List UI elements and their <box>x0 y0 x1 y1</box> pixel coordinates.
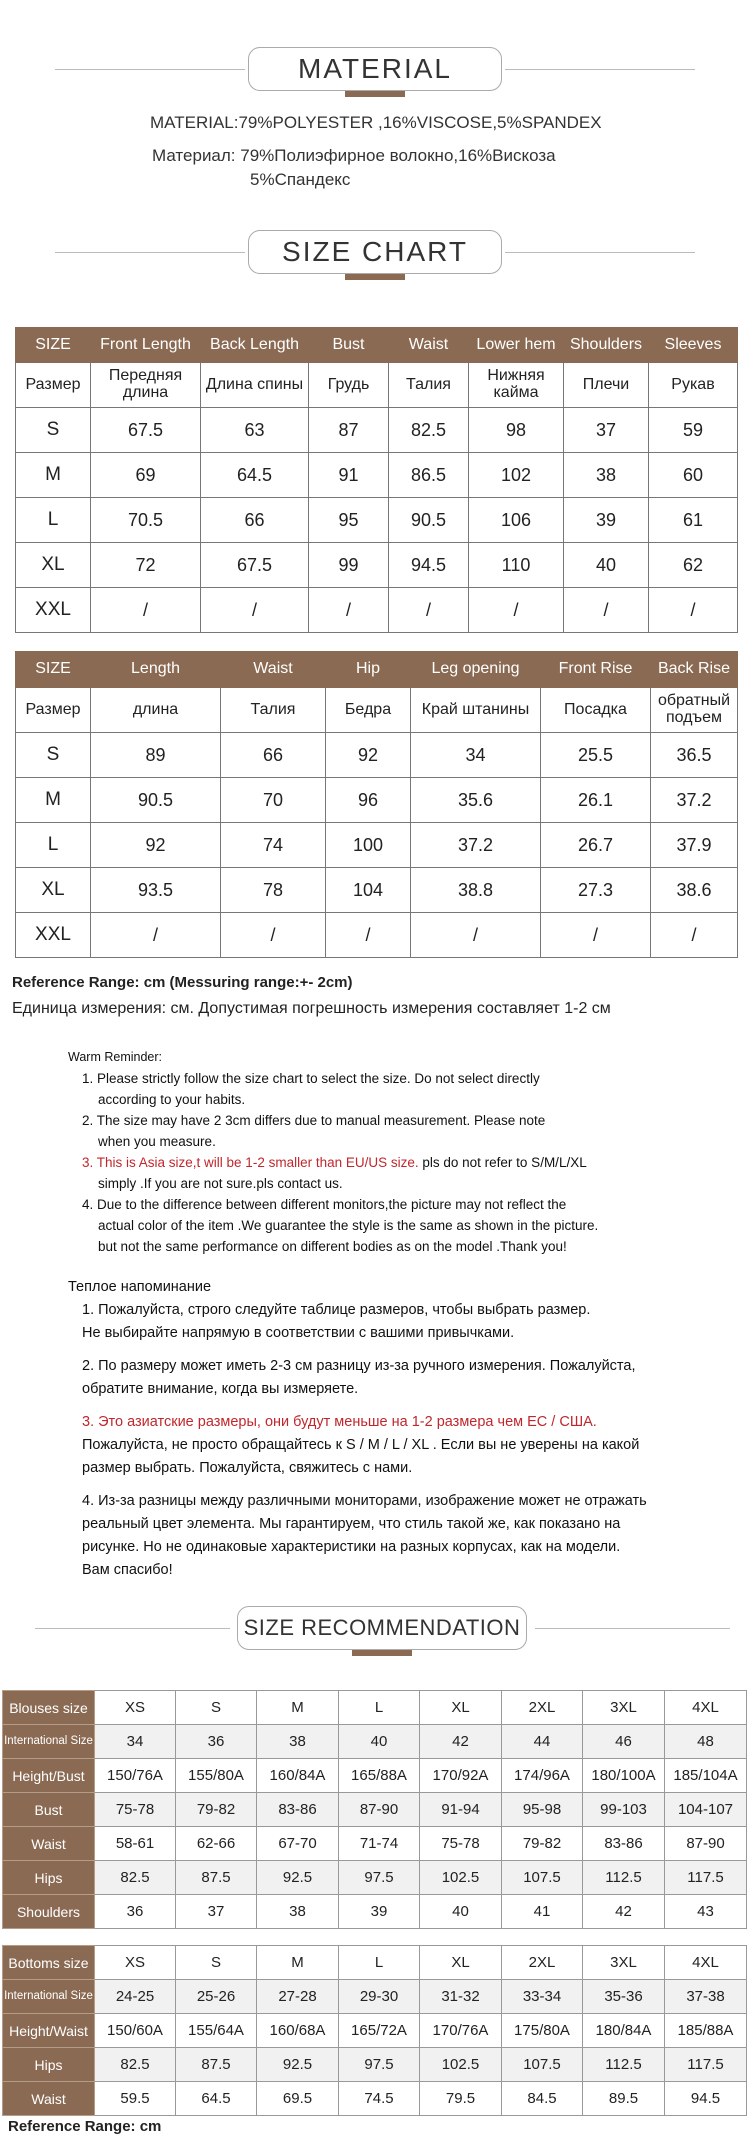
material-title: MATERIAL <box>248 47 502 91</box>
table-cell: / <box>651 913 738 958</box>
table-cell: 64.5 <box>201 453 309 498</box>
asia-size-warning: 3. This is Asia size,t will be 1-2 smaller than EU/US size. <box>82 1155 419 1170</box>
table-cell: 70.5 <box>91 498 201 543</box>
reminder-item-1: 1. Please strictly follow the size chart to select the size. Do not select directly <box>82 1071 540 1086</box>
table-cell: 92.5 <box>257 1861 339 1895</box>
table-cell: 59 <box>649 408 738 453</box>
size-cell: 3XL <box>583 1691 665 1725</box>
header-cell: SIZE <box>16 328 91 363</box>
table-cell: 66 <box>221 733 326 778</box>
size-cell: L <box>339 1691 420 1725</box>
table-cell: / <box>469 588 564 633</box>
table-cell: 69.5 <box>257 2082 339 2116</box>
ru-header-cell: Размер <box>16 688 91 733</box>
table-cell: 36.5 <box>651 733 738 778</box>
table-cell: 104-107 <box>665 1793 747 1827</box>
row-label: Shoulders <box>3 1895 95 1929</box>
table-cell: 36 <box>95 1895 176 1929</box>
blouses-size-table <box>2 1690 747 1929</box>
table-header-row <box>16 328 738 363</box>
ru-header-cell: Рукав <box>649 363 738 408</box>
table-cell: 96 <box>326 778 411 823</box>
table-ru-header-row <box>16 363 738 408</box>
row-label: Hips <box>3 1861 95 1895</box>
table-cell: 40 <box>420 1895 502 1929</box>
ru-reminder-3-cont-2: размер выбрать. Пожалуйста, свяжитесь с нами. <box>82 1460 413 1476</box>
table-cell: / <box>411 913 541 958</box>
size-cell: XXL <box>16 588 91 633</box>
warm-reminder-title: Warm Reminder: <box>68 1050 162 1064</box>
table-cell: 107.5 <box>502 2048 583 2082</box>
ru-header-cell: Плечи <box>564 363 649 408</box>
ru-reminder-4-cont-2: рисунке. Но не одинаковые характеристики на разных корпусах, как на модели. <box>82 1539 621 1555</box>
size-cell: S <box>16 408 91 453</box>
table-cell: 170/76A <box>420 2014 502 2048</box>
header-cell: Back Rise <box>651 652 738 688</box>
size-recommendation-title: SIZE RECOMMENDATION <box>237 1606 527 1650</box>
table-cell: 27.3 <box>541 868 651 913</box>
table-cell: 79.5 <box>420 2082 502 2116</box>
table-cell: / <box>91 913 221 958</box>
size-cell: 4XL <box>665 1691 747 1725</box>
table-cell: 61 <box>649 498 738 543</box>
table-cell: 90.5 <box>389 498 469 543</box>
ru-header-cell: Посадка <box>541 688 651 733</box>
table-row <box>3 1759 747 1793</box>
ru-reminder-1: 1. Пожалуйста, строго следуйте таблице размеров, чтобы выбрать размер. <box>82 1302 591 1318</box>
table-cell: / <box>91 588 201 633</box>
reminder-item-3 <box>68 1152 708 1173</box>
ru-header-cell: Грудь <box>309 363 389 408</box>
table-cell: 42 <box>420 1725 502 1759</box>
material-composition-en: MATERIAL:79%POLYESTER ,16%VISCOSE,5%SPANDEX <box>150 113 602 132</box>
reference-range-ru: Единица измерения: см. Допустимая погрешность измерения составляет 1-2 см <box>12 1000 611 1017</box>
row-label: Height/Bust <box>3 1759 95 1793</box>
table-cell: 26.7 <box>541 823 651 868</box>
table-row <box>16 733 738 778</box>
table-cell: 75-78 <box>95 1793 176 1827</box>
table-cell: 83-86 <box>583 1827 665 1861</box>
divider-line-right <box>535 1628 730 1629</box>
table-cell: 38.6 <box>651 868 738 913</box>
size-cell: XL <box>16 868 91 913</box>
table-cell: 91-94 <box>420 1793 502 1827</box>
table-cell: 74 <box>221 823 326 868</box>
table-cell: 92 <box>91 823 221 868</box>
table-cell: 185/88A <box>665 2014 747 2048</box>
table-cell: 34 <box>95 1725 176 1759</box>
ru-header-cell: Длина спины <box>201 363 309 408</box>
table-cell: 117.5 <box>665 1861 747 1895</box>
size-cell: XS <box>95 1946 176 1980</box>
table-row <box>16 588 738 633</box>
table-cell: 87 <box>309 408 389 453</box>
size-cell: 2XL <box>502 1691 583 1725</box>
reminder-item-2: 2. The size may have 2 3cm differs due to manual measurement. Please note <box>82 1113 546 1128</box>
size-cell: 4XL <box>665 1946 747 1980</box>
table-cell: 82.5 <box>95 1861 176 1895</box>
table-cell: 150/76A <box>95 1759 176 1793</box>
table-cell: 94.5 <box>665 2082 747 2116</box>
title-underline-bar <box>345 91 405 97</box>
table-cell: 165/88A <box>339 1759 420 1793</box>
ru-reminder-1-cont: Не выбирайте напрямую в соответствии с вашими привычками. <box>82 1325 515 1341</box>
table-header-row <box>3 1691 747 1725</box>
table-cell: 78 <box>221 868 326 913</box>
table-header-row <box>16 652 738 688</box>
reminder-item-3-cont: simply .If you are not sure.pls contact us. <box>98 1176 343 1191</box>
table-cell: 99-103 <box>583 1793 665 1827</box>
table-cell: 79-82 <box>176 1793 257 1827</box>
table-cell: 44 <box>502 1725 583 1759</box>
table-cell: 106 <box>469 498 564 543</box>
ru-reminder-2-cont: обратите внимание, когда вы измеряете. <box>82 1381 359 1397</box>
table-cell: 24-25 <box>95 1980 176 2014</box>
row-label: Waist <box>3 1827 95 1861</box>
table-cell: 46 <box>583 1725 665 1759</box>
header-cell: Front Length <box>91 328 201 363</box>
table-cell: 37-38 <box>665 1980 747 2014</box>
table-cell: 90.5 <box>91 778 221 823</box>
table-cell: 37.9 <box>651 823 738 868</box>
size-recommendation-section-header <box>0 1606 750 1650</box>
table-cell: 40 <box>339 1725 420 1759</box>
table-cell: 38 <box>257 1725 339 1759</box>
ru-header-cell: Нижняя кайма <box>469 363 564 408</box>
table-cell: / <box>309 588 389 633</box>
table-row <box>16 823 738 868</box>
size-cell: S <box>16 733 91 778</box>
table-cell: 87.5 <box>176 2048 257 2082</box>
table-cell: 89 <box>91 733 221 778</box>
table-cell: 98 <box>469 408 564 453</box>
table-cell: 72 <box>91 543 201 588</box>
table-row <box>3 1793 747 1827</box>
table-cell: / <box>564 588 649 633</box>
table-cell: 37 <box>564 408 649 453</box>
material-composition-ru-2: 5%Спандекс <box>250 170 351 189</box>
ru-header-cell: Передняя длина <box>91 363 201 408</box>
table-cell: 112.5 <box>583 1861 665 1895</box>
header-cell: SIZE <box>16 652 91 688</box>
table-cell: 43 <box>665 1895 747 1929</box>
table-cell: 104 <box>326 868 411 913</box>
table-cell: 41 <box>502 1895 583 1929</box>
warm-reminder-ru <box>68 1276 738 1582</box>
reminder-item-2-cont: when you measure. <box>98 1134 216 1149</box>
table-cell: 79-82 <box>502 1827 583 1861</box>
table-row <box>16 408 738 453</box>
table-row <box>3 1861 747 1895</box>
divider-line-left <box>35 1628 230 1629</box>
table-cell: 107.5 <box>502 1861 583 1895</box>
table-cell: / <box>541 913 651 958</box>
table-cell: 95 <box>309 498 389 543</box>
table-row <box>3 2082 747 2116</box>
table-row <box>3 1827 747 1861</box>
header-cell: Shoulders <box>564 328 649 363</box>
header-cell: Lower hem <box>469 328 564 363</box>
reminder-item-4-cont: actual color of the item .We guarantee the style is the same as shown in the picture. <box>98 1218 599 1233</box>
table-ru-header-row <box>16 688 738 733</box>
table-row <box>16 498 738 543</box>
size-cell: L <box>339 1946 420 1980</box>
header-cell: Leg opening <box>411 652 541 688</box>
table-cell: 160/68A <box>257 2014 339 2048</box>
table-row <box>16 913 738 958</box>
table-cell: 92.5 <box>257 2048 339 2082</box>
ru-asia-size-warning: 3. Это азиатские размеры, они будут меньше на 1-2 размера чем ЕС / США. <box>82 1414 597 1430</box>
table-cell: 170/92A <box>420 1759 502 1793</box>
table-cell: 97.5 <box>339 2048 420 2082</box>
ru-reminder-2: 2. По размеру может иметь 2-3 см разницу из-за ручного измерения. Пожалуйста, <box>82 1358 636 1374</box>
table-cell: 67.5 <box>91 408 201 453</box>
table-cell: 75-78 <box>420 1827 502 1861</box>
table-cell: 31-32 <box>420 1980 502 2014</box>
table-cell: 25-26 <box>176 1980 257 2014</box>
table-cell: 97.5 <box>339 1861 420 1895</box>
reminder-item-4: 4. Due to the difference between different monitors,the picture may not reflect the <box>82 1197 567 1212</box>
title-underline-bar <box>352 1650 412 1656</box>
table-cell: 48 <box>665 1725 747 1759</box>
header-cell: Length <box>91 652 221 688</box>
table-cell: 86.5 <box>389 453 469 498</box>
size-cell: 2XL <box>502 1946 583 1980</box>
table-row <box>16 543 738 588</box>
table-cell: 117.5 <box>665 2048 747 2082</box>
size-cell: XS <box>95 1691 176 1725</box>
table-cell: 174/96A <box>502 1759 583 1793</box>
reminder-item-4-cont-2: but not the same performance on different bodies as on the model .Thank you! <box>98 1239 567 1254</box>
table-cell: 82.5 <box>95 2048 176 2082</box>
size-cell: S <box>176 1946 257 1980</box>
table-cell: 35.6 <box>411 778 541 823</box>
table-cell: 165/72A <box>339 2014 420 2048</box>
warm-reminder-en <box>68 1047 708 1257</box>
header-cell: Waist <box>221 652 326 688</box>
table-row <box>3 2014 747 2048</box>
table-row <box>16 453 738 498</box>
title-underline-bar <box>345 274 405 280</box>
table-cell: 180/84A <box>583 2014 665 2048</box>
table-cell: 100 <box>326 823 411 868</box>
table-cell: 64.5 <box>176 2082 257 2116</box>
table-cell: 42 <box>583 1895 665 1929</box>
row-label: Height/Waist <box>3 2014 95 2048</box>
table-cell: 62-66 <box>176 1827 257 1861</box>
table-cell: 38 <box>257 1895 339 1929</box>
size-cell: S <box>176 1691 257 1725</box>
table-cell: 87-90 <box>665 1827 747 1861</box>
ru-reminder-4-cont-3: Вам спасибо! <box>82 1562 173 1578</box>
table-row <box>16 868 738 913</box>
table-cell: 102.5 <box>420 1861 502 1895</box>
table-row <box>3 1980 747 2014</box>
size-cell: M <box>257 1691 339 1725</box>
pants-size-table <box>15 651 738 958</box>
table-cell: 180/100A <box>583 1759 665 1793</box>
size-cell: 3XL <box>583 1946 665 1980</box>
ru-header-cell: обратный подъем <box>651 688 738 733</box>
table-cell: 89.5 <box>583 2082 665 2116</box>
table-cell: 35-36 <box>583 1980 665 2014</box>
bottoms-size-table <box>2 1945 747 2116</box>
ru-header-cell: длина <box>91 688 221 733</box>
material-composition-ru: Материал: 79%Полиэфирное волокно,16%Вискоза <box>152 146 556 165</box>
table-cell: 69 <box>91 453 201 498</box>
size-chart-section-header <box>0 230 750 274</box>
divider-line-right <box>505 252 695 253</box>
table-cell: 87.5 <box>176 1861 257 1895</box>
row-label: Hips <box>3 2048 95 2082</box>
table-cell: / <box>389 588 469 633</box>
table-cell: 40 <box>564 543 649 588</box>
reminder-item-3-rest: pls do not refer to S/M/L/XL <box>418 1155 587 1170</box>
table-cell: 58-61 <box>95 1827 176 1861</box>
ru-reminder-3-cont: Пожалуйста, не просто обращайтесь к S / M / L / XL . Если вы не уверены на какой <box>82 1437 640 1453</box>
header-cell: Hip <box>326 652 411 688</box>
table-cell: 37.2 <box>411 823 541 868</box>
size-cell: L <box>16 823 91 868</box>
row-label: Bottoms size <box>3 1946 95 1980</box>
ru-header-cell: Талия <box>221 688 326 733</box>
header-cell: Sleeves <box>649 328 738 363</box>
table-cell: 82.5 <box>389 408 469 453</box>
ru-reminder-title: Теплое напоминание <box>68 1279 212 1295</box>
table-cell: 91 <box>309 453 389 498</box>
table-cell: 38.8 <box>411 868 541 913</box>
ru-header-cell: Край штанины <box>411 688 541 733</box>
table-cell: 150/60A <box>95 2014 176 2048</box>
size-cell: M <box>257 1946 339 1980</box>
table-cell: 175/80A <box>502 2014 583 2048</box>
table-cell: 67.5 <box>201 543 309 588</box>
divider-line-left <box>55 69 245 70</box>
table-cell: 27-28 <box>257 1980 339 2014</box>
ru-header-cell: Размер <box>16 363 91 408</box>
table-cell: 160/84A <box>257 1759 339 1793</box>
table-cell: 67-70 <box>257 1827 339 1861</box>
size-cell: XXL <box>16 913 91 958</box>
header-cell: Bust <box>309 328 389 363</box>
table-cell: 94.5 <box>389 543 469 588</box>
table-cell: 29-30 <box>339 1980 420 2014</box>
table-cell: 87-90 <box>339 1793 420 1827</box>
table-cell: 185/104A <box>665 1759 747 1793</box>
table-cell: 74.5 <box>339 2082 420 2116</box>
ru-header-cell: Бедра <box>326 688 411 733</box>
table-cell: 60 <box>649 453 738 498</box>
reminder-item-1-cont: according to your habits. <box>98 1092 246 1107</box>
tops-size-table <box>15 327 738 633</box>
table-cell: / <box>649 588 738 633</box>
table-cell: 33-34 <box>502 1980 583 2014</box>
row-label: Waist <box>3 2082 95 2116</box>
divider-line-left <box>55 252 245 253</box>
table-cell: 37 <box>176 1895 257 1929</box>
table-cell: 99 <box>309 543 389 588</box>
size-cell: M <box>16 453 91 498</box>
row-label: International Size <box>3 1980 95 2014</box>
ru-header-cell: Талия <box>389 363 469 408</box>
table-cell: 36 <box>176 1725 257 1759</box>
table-row <box>16 778 738 823</box>
material-section-header <box>0 47 750 91</box>
table-cell: 25.5 <box>541 733 651 778</box>
header-cell: Back Length <box>201 328 309 363</box>
table-cell: 71-74 <box>339 1827 420 1861</box>
table-cell: 62 <box>649 543 738 588</box>
ru-reminder-4-cont: реальный цвет элемента. Мы гарантируем, что стиль такой же, как показано на <box>82 1516 621 1532</box>
divider-line-right <box>505 69 695 70</box>
table-cell: 155/64A <box>176 2014 257 2048</box>
table-cell: / <box>221 913 326 958</box>
table-cell: 83-86 <box>257 1793 339 1827</box>
size-cell: L <box>16 498 91 543</box>
table-cell: 38 <box>564 453 649 498</box>
row-label: Bust <box>3 1793 95 1827</box>
table-cell: 26.1 <box>541 778 651 823</box>
reference-range-en: Reference Range: cm (Messuring range:+- 2cm) <box>12 974 353 991</box>
table-cell: / <box>201 588 309 633</box>
table-row <box>3 2048 747 2082</box>
table-cell: 102 <box>469 453 564 498</box>
size-cell: XL <box>420 1946 502 1980</box>
size-chart-title: SIZE CHART <box>248 230 502 274</box>
table-cell: 112.5 <box>583 2048 665 2082</box>
table-header-row <box>3 1946 747 1980</box>
table-cell: 34 <box>411 733 541 778</box>
table-cell: 63 <box>201 408 309 453</box>
row-label: International Size <box>3 1725 95 1759</box>
table-cell: / <box>326 913 411 958</box>
table-cell: 39 <box>339 1895 420 1929</box>
table-cell: 155/80A <box>176 1759 257 1793</box>
size-cell: XL <box>16 543 91 588</box>
table-cell: 59.5 <box>95 2082 176 2116</box>
header-cell: Front Rise <box>541 652 651 688</box>
table-cell: 37.2 <box>651 778 738 823</box>
header-cell: Waist <box>389 328 469 363</box>
table-cell: 93.5 <box>91 868 221 913</box>
footer-reference-range: Reference Range: cm <box>8 2118 162 2135</box>
table-cell: 102.5 <box>420 2048 502 2082</box>
table-row <box>3 1725 747 1759</box>
table-cell: 92 <box>326 733 411 778</box>
table-cell: 110 <box>469 543 564 588</box>
size-cell: M <box>16 778 91 823</box>
table-cell: 66 <box>201 498 309 543</box>
table-cell: 95-98 <box>502 1793 583 1827</box>
table-cell: 39 <box>564 498 649 543</box>
table-row <box>3 1895 747 1929</box>
table-cell: 84.5 <box>502 2082 583 2116</box>
table-cell: 70 <box>221 778 326 823</box>
row-label: Blouses size <box>3 1691 95 1725</box>
size-cell: XL <box>420 1691 502 1725</box>
ru-reminder-4: 4. Из-за разницы между различными мониторами, изображение может не отражать <box>82 1493 647 1509</box>
